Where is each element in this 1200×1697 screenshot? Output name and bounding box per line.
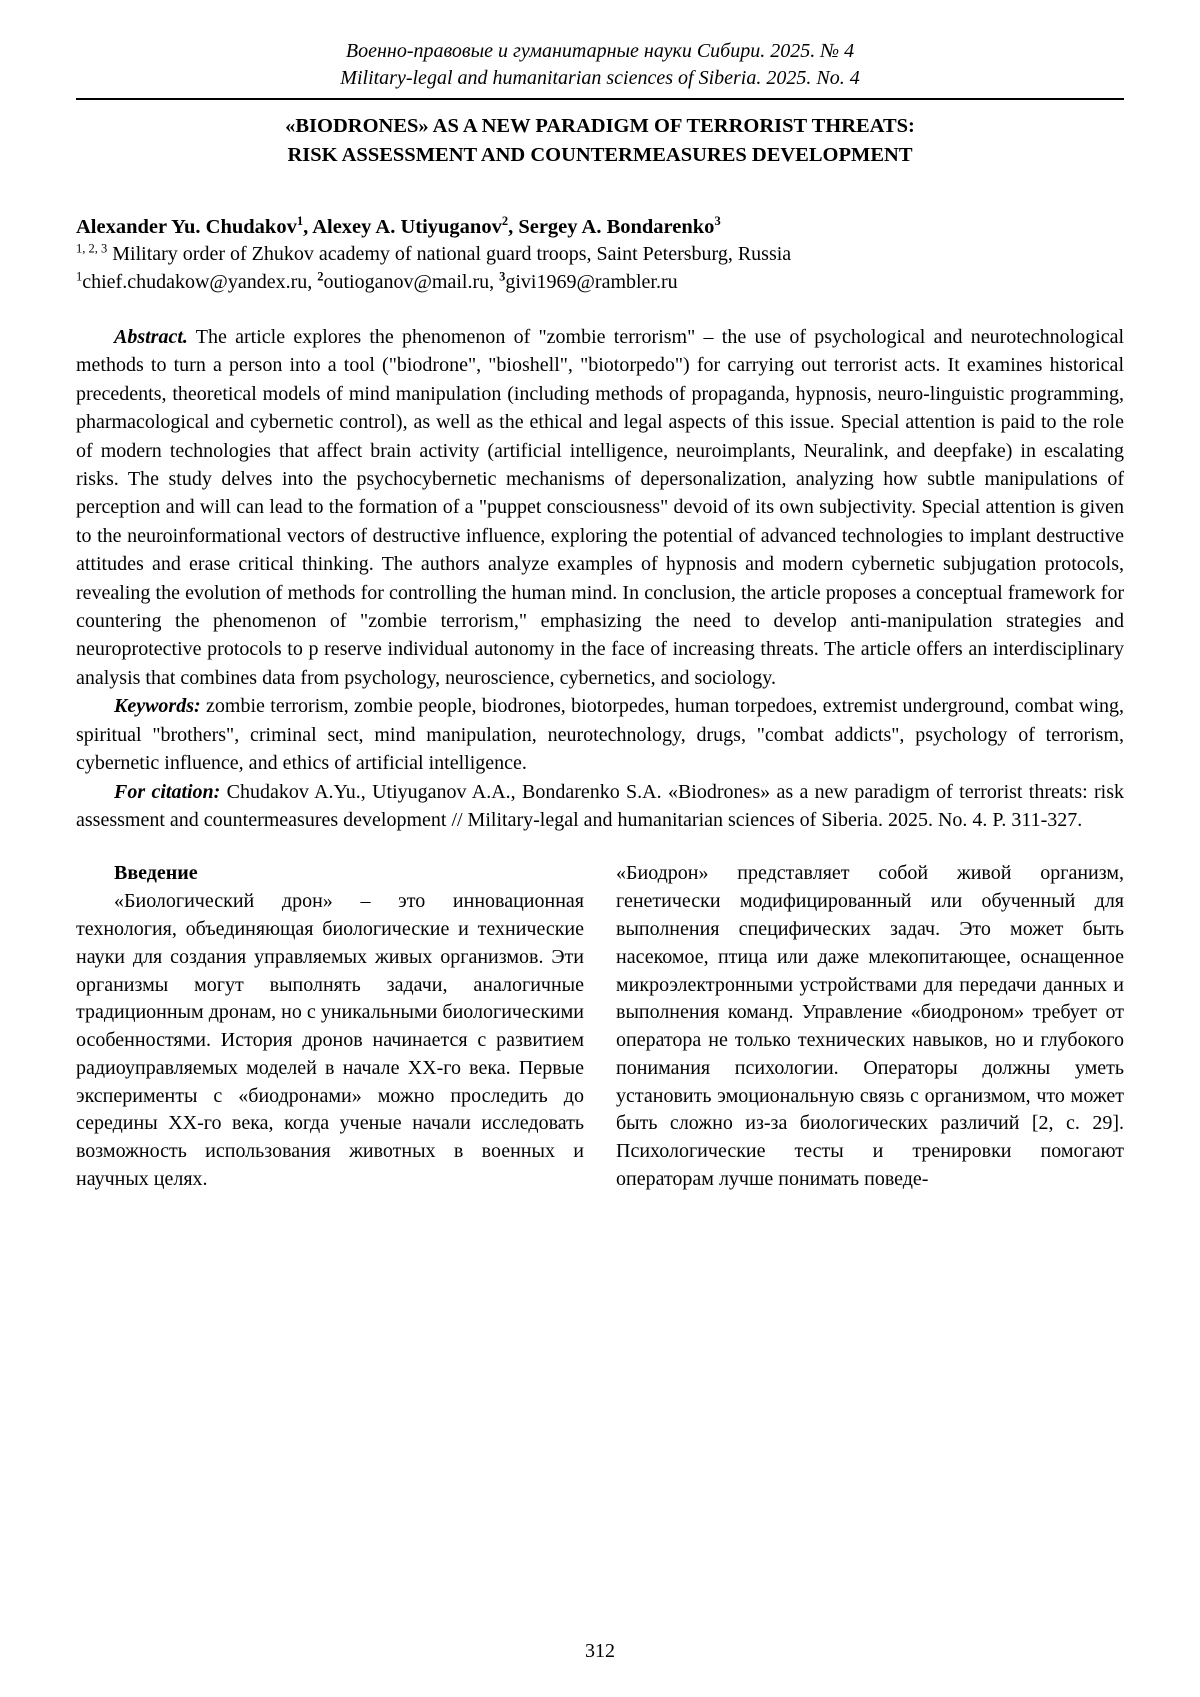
header-divider: [76, 98, 1124, 100]
author-superscript: 1: [296, 214, 304, 229]
journal-header-line-ru: Военно-правовые и гуманитарные науки Сибири. 2025. № 4: [345, 40, 855, 62]
email-address: outioganov@mail.ru,: [323, 270, 500, 293]
left-column-paragraph: «Биологический дрон» – это инновационная технология, объединяющая биологические и технические науки для создания управляемых живых организмов. Эти организмы могут выполнять задачи, аналогичные традиционным дронам, но с уникальными биологическими особенностями. История дронов начинается с развитием радиоуправляемых моделей в начале XX-го века. Первые эксперименты с «биодронами» можно проследить до середины XX-го века, когда ученые начали исследовать возможность использования животных в военных и научных целях.: [76, 890, 584, 1191]
article-title-line2: RISK ASSESSMENT AND COUNTERMEASURES DEVELOPMENT: [287, 144, 913, 166]
email-address: chief.chudakow@yandex.ru,: [82, 270, 318, 293]
author-superscript: 2: [501, 214, 509, 229]
left-column: [76, 860, 584, 1194]
author-superscript: 3: [714, 214, 721, 229]
article-title: [76, 112, 1124, 170]
affiliation-superscript: 1, 2, 3: [76, 241, 108, 256]
article-title-line1: «BIODRONES» AS A NEW PARADIGM OF TERRORIST THREATS:: [285, 115, 915, 137]
citation-paragraph: [76, 778, 1124, 835]
author-name: Sergey A. Bondarenko: [518, 216, 715, 238]
author-separator: ,: [508, 216, 519, 238]
emails-line: [76, 269, 1124, 297]
journal-header: [76, 38, 1124, 92]
affiliation-text: Military order of Zhukov academy of national guard troops, Saint Petersburg, Russia: [107, 243, 792, 265]
author-separator: ,: [303, 216, 313, 238]
keywords-paragraph: [76, 692, 1124, 777]
page-number: 312: [585, 1640, 615, 1662]
abstract-paragraph: [76, 323, 1124, 692]
email-superscript: 1: [76, 268, 83, 283]
keywords-text: zombie terrorism, zombie people, biodrones, biotorpedes, human torpedoes, extremist underground, combat wing, spiritual "brothers", criminal sect, mind manipulation, neurotechnology, drugs, "combat addicts", psychology of terrorism, cybernetic influence, and ethics of artificial intelligence.: [76, 695, 1124, 775]
abstract-label: Abstract.: [114, 326, 188, 348]
authors-line: [76, 214, 1124, 241]
citation-text: Chudakov A.Yu., Utiyuganov A.A., Bondarenko S.A. «Biodrones» as a new paradigm of terrorist threats: risk assessment and countermeasures development // Military-legal and humanitarian sciences of Siberia. 2025. No. 4. P. 311-327.: [76, 780, 1124, 831]
right-column: [616, 860, 1124, 1194]
author-name: Alexander Yu. Chudakov: [76, 216, 297, 238]
right-column-paragraph: «Биодрон» представляет собой живой организм, генетически модифицированный или обученный для выполнения специфических задач. Это может быть насекомое, птица или даже млекопитающее, оснащенное микроэлектронными устройствами для передачи данных и выполнения команд. Управление «биодроном» требует от оператора не только технических навыков, но и глубокого понимания психологии. Операторы должны уметь установить эмоциональную связь с организмом, что может быть сложно из-за биологических различий [2, с. 29]. Психологические тесты и тренировки помогают операторам лучше понимать поведе-: [616, 862, 1124, 1191]
two-column-body: [76, 860, 1124, 1194]
email-address: givi1969@rambler.ru: [505, 270, 678, 293]
journal-header-line-en: Military-legal and humanitarian sciences of Siberia. 2025. No. 4: [340, 67, 860, 89]
email-superscript: 2: [317, 268, 324, 283]
abstract-text: The article explores the phenomenon of "zombie terrorism" – the use of psychological and neurotechnological methods to turn a person into a tool ("biodrone", "bioshell", "biotorpedo") for carrying out terrorist acts. It examines historical precedents, theoretical models of mind manipulation (including methods of propaganda, hypnosis, neuro-linguistic programming, pharmacological and cybernetic control), as well as the ethical and legal aspects of this issue. Special attention is paid to the role of modern technologies that affect brain activity (artificial intelligence, neuroimplants, Neuralink, and deepfake) in escalating risks. The study delves into the psychocybernetic mechanisms of depersonalization, analyzing how subtle manipulations of perception and will can lead to the formation of a "puppet consciousness" devoid of its own subjectivity. Special attention is given to the neuroinformational vectors of destructive influence, exploring the potential of advanced technologies to implant destructive attitudes and erase critical thinking. The authors analyze examples of hypnosis and modern cybernetic subjugation protocols, revealing the evolution of methods for controlling the human mind. In conclusion, the article proposes a conceptual framework for countering the phenomenon of "zombie terrorism," emphasizing the need to develop anti-manipulation strategies and neuroprotective protocols to p reserve individual autonomy in the face of increasing threats. The article offers an interdisciplinary analysis that combines data from psychology, neuroscience, cybernetics, and sociology.: [76, 326, 1124, 689]
front-matter: [76, 323, 1124, 834]
keywords-label: Keywords:: [114, 695, 201, 718]
intro-heading: Введение: [114, 862, 198, 885]
email-superscript: 3: [499, 268, 506, 283]
citation-label: For citation:: [114, 780, 221, 803]
affiliation-line: [76, 241, 1124, 269]
author-name: Alexey A. Utiyuganov: [312, 216, 502, 238]
